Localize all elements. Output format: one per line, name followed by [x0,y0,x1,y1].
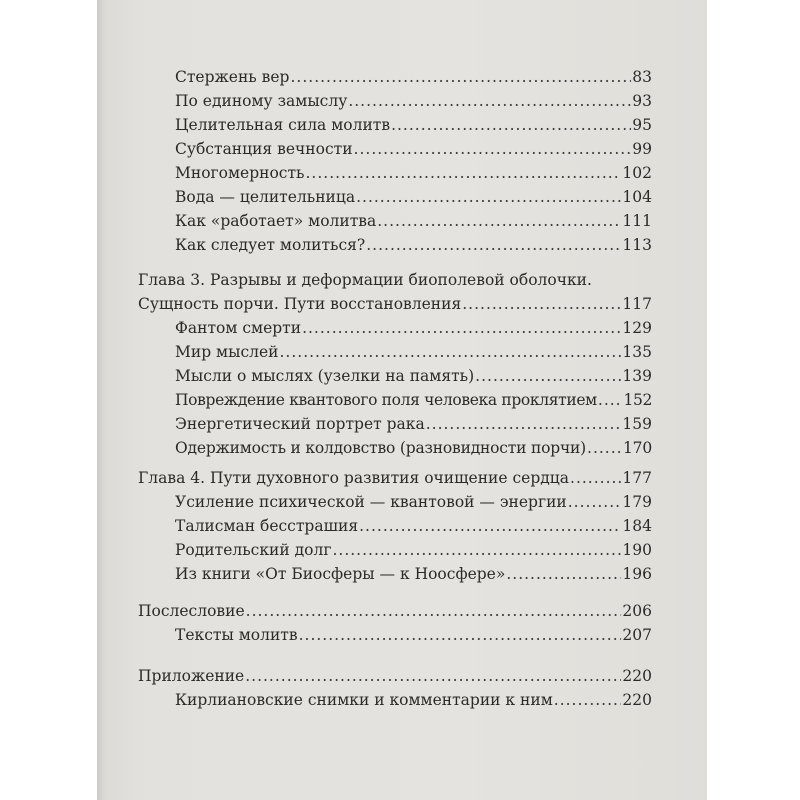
toc-entry-title: Фантом смерти [175,319,302,337]
toc-entry [175,316,652,340]
toc-entry [175,185,652,209]
afterword-heading: Послесловие [138,602,245,620]
leader-dots [279,340,621,364]
toc-entry-title: Из книги «От Биосферы — к Ноосфере» [175,565,506,583]
toc-entry [175,514,652,538]
toc-entry-title: Энергетический портрет рака [175,415,425,433]
toc-entry-page: 170 [623,439,652,457]
leader-dots [462,292,621,316]
toc-entry [175,340,652,364]
toc-entry-page: 129 [622,319,652,337]
toc-entry [175,364,652,388]
toc-entry-title: Талисман бесстрашия [175,517,359,535]
leader-dots [475,364,621,388]
toc-entry [175,113,652,137]
toc-entry-page: 207 [622,626,652,644]
leader-dots [290,65,631,89]
leader-dots [246,599,622,623]
chapter-3-heading: Глава 3. Разрывы и деформации биополевой оболочки. [138,271,592,289]
toc-entry [175,89,652,113]
toc-entry-page: 95 [632,116,652,134]
leader-dots [598,388,623,412]
toc-entry-title: Субстанция вечности [175,140,353,158]
toc-entry-page: 206 [622,602,652,620]
toc-entry [175,388,652,412]
toc-entry [175,623,652,647]
toc-entry [175,436,652,460]
toc-entry-page: 152 [623,391,652,409]
toc-entry-title: Многомерность [175,164,305,182]
leader-dots [302,316,621,340]
leader-dots [391,113,631,137]
appendix-entry [138,664,652,688]
leader-dots [332,538,621,562]
toc-entry-title: Как следует молиться? [175,236,366,254]
toc-entry-title: Тексты молитв [175,626,298,644]
chapter-3-entry [138,292,652,316]
leader-dots [568,490,622,514]
toc-entry-page: 111 [622,212,652,230]
leader-dots [348,89,631,113]
leader-dots [306,161,622,185]
toc-entry [175,562,652,586]
toc-entry-page: 135 [622,343,652,361]
toc-entry-page: 220 [622,691,652,709]
chapter-4-entry [138,466,652,490]
afterword-entry [138,599,652,623]
toc-entry-page: 99 [632,140,652,158]
toc-entry-page: 177 [622,469,652,487]
toc-entry-page: 104 [622,188,652,206]
toc-entry [175,65,652,89]
toc-entry [175,233,652,257]
toc-entry-page: 93 [632,92,652,110]
toc-entry-title: Целительная сила молитв [175,116,391,134]
toc-entry-title: Родительский долг [175,541,332,559]
toc-entry-page: 220 [622,667,652,685]
toc-entry-page: 117 [622,295,652,313]
leader-dots [356,185,621,209]
toc-entry-page: 179 [622,493,652,511]
leader-dots [366,233,621,257]
leader-dots [426,412,622,436]
toc-entry-title: Стержень вер [175,68,290,86]
leader-dots [570,466,621,490]
toc-entry-page: 102 [622,164,652,182]
toc-entry-title: Как «работает» молитва [175,212,377,230]
toc-entry-title: По единому замыслу [175,92,348,110]
toc-entry-page: 113 [622,236,652,254]
toc-entry-title: Мир мыслей [175,343,279,361]
leader-dots [587,436,622,460]
leader-dots [377,209,621,233]
toc-entry [175,490,652,514]
chapter-4-heading: Глава 4. Пути духовного развития очищение сердца [138,469,570,487]
toc-entry [175,538,652,562]
toc-entry-page: 184 [622,517,652,535]
toc-entry [175,161,652,185]
leader-dots [245,664,621,688]
toc-entry [175,209,652,233]
toc-entry-title: Кирлиановские снимки и комментарии к ним [175,691,553,709]
toc-entry-title: Одержимость и колдовство (разновидности порчи) [175,439,587,457]
leader-dots [299,623,622,647]
leader-dots [554,688,622,712]
toc-entry-title: Повреждение квантового поля человека проклятием [175,391,597,409]
leader-dots [506,562,621,586]
toc-entry-page: 83 [632,68,652,86]
leader-dots [359,514,621,538]
toc-entry-page: 159 [622,415,652,433]
leader-dots [354,137,632,161]
toc-entry-page: 190 [622,541,652,559]
toc-entry-title: Вода — целительница [175,188,356,206]
toc-entry [175,688,652,712]
toc-entry-page: 196 [622,565,652,583]
toc-entry [175,137,652,161]
chapter-3-subtitle: Сущность порчи. Пути восстановления [138,295,462,313]
toc-entry-title: Мысли о мыслях (узелки на память) [175,367,475,385]
toc-entry-page: 139 [622,367,652,385]
appendix-heading: Приложение [138,667,245,685]
toc-entry-title: Усиление психической — квантовой — энергии [175,493,567,511]
toc-entry [175,412,652,436]
